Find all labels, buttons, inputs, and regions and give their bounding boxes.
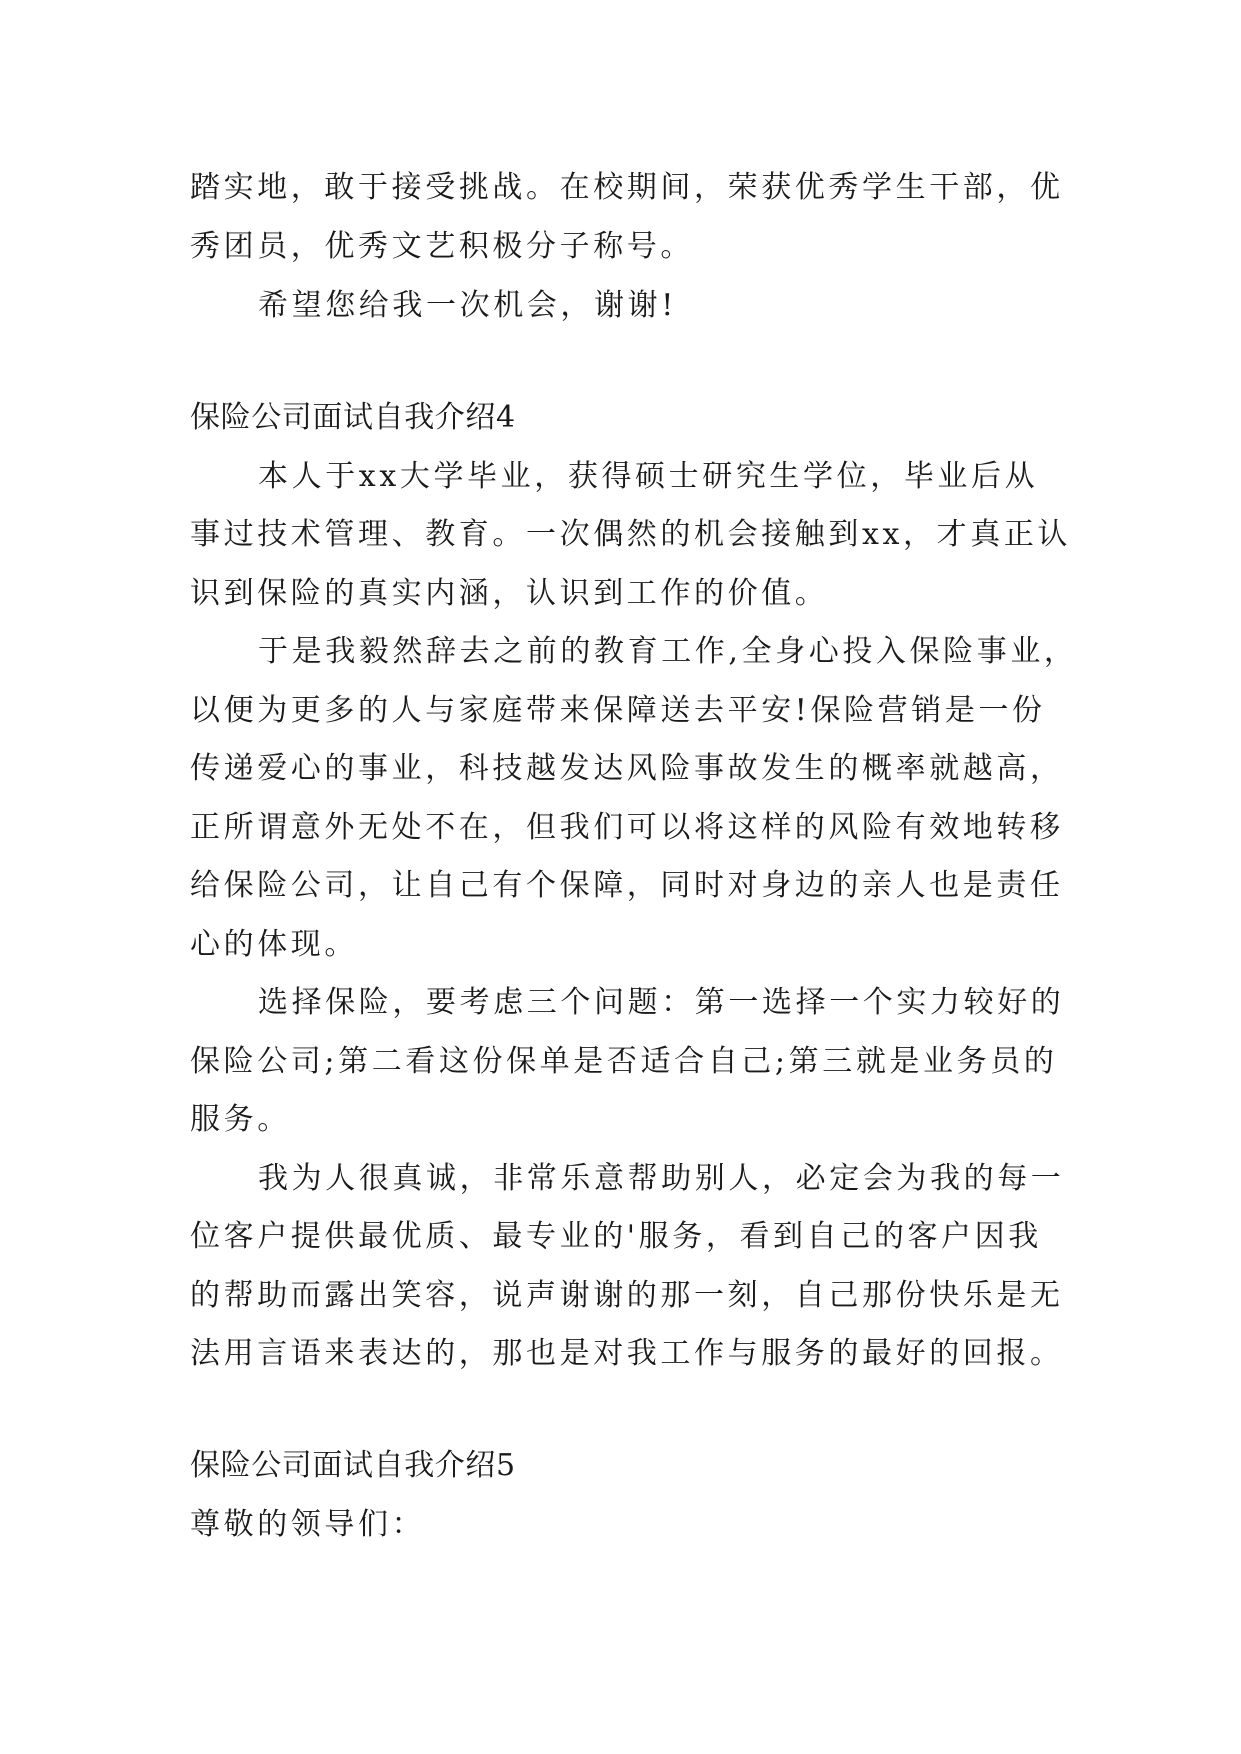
body-line: 传递爱心的事业，科技越发达风险事故发生的概率就越高，: [190, 751, 1064, 786]
body-line: 选择保险，要考虑三个问题：第一选择一个实力较好的: [258, 985, 1065, 1020]
body-line: 本人于xx大学毕业，获得硕士研究生学位，毕业后从: [258, 459, 1039, 494]
body-line: 心的体现。: [190, 927, 358, 962]
salutation-line: 尊敬的领导们：: [190, 1507, 426, 1542]
body-line: 保险公司;第二看这份保单是否适合自己;第三就是业务员的: [190, 1044, 1058, 1079]
body-line: 给保险公司，让自己有个保障，同时对身边的亲人也是责任: [190, 868, 1064, 903]
body-line: 事过技术管理、教育。一次偶然的机会接触到xx，才真正认: [190, 517, 1072, 552]
body-line: 我为人很真诚，非常乐意帮助别人，必定会为我的每一: [258, 1161, 1065, 1196]
body-line: 秀团员，优秀文艺积极分子称号。: [190, 229, 694, 264]
body-line: 踏实地，敢于接受挑战。在校期间，荣获优秀学生干部，优: [190, 170, 1064, 205]
body-line: 法用言语来表达的，那也是对我工作与服务的最好的回报。: [190, 1336, 1064, 1371]
section-heading: 保险公司面试自我介绍5: [190, 1448, 516, 1483]
body-line: 于是我毅然辞去之前的教育工作,全身心投入保险事业，: [258, 634, 1078, 669]
section-heading: 保险公司面试自我介绍4: [190, 400, 516, 435]
body-line: 识到保险的真实内涵，认识到工作的价值。: [190, 576, 829, 611]
body-line: 的帮助而露出笑容，说声谢谢的那一刻，自己那份快乐是无: [190, 1278, 1064, 1313]
body-line: 以便为更多的人与家庭带来保障送去平安!保险营销是一份: [190, 693, 1046, 728]
body-line: 位客户提供最优质、最专业的'服务，看到自己的客户因我: [190, 1219, 1042, 1254]
body-line: 服务。: [190, 1102, 291, 1137]
body-line: 正所谓意外无处不在，但我们可以将这样的风险有效地转移: [190, 810, 1064, 845]
body-line: 希望您给我一次机会，谢谢!: [258, 288, 677, 323]
